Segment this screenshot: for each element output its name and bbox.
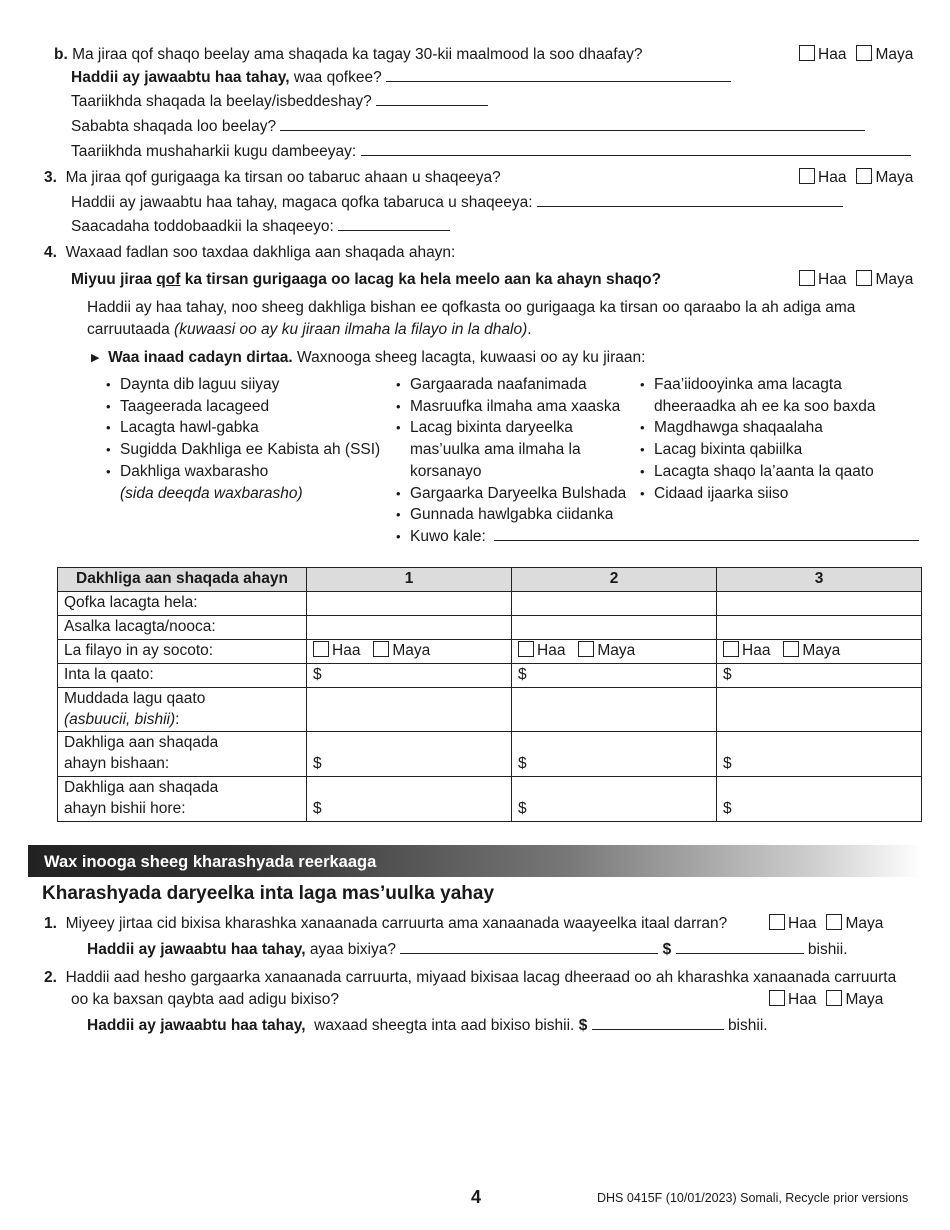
exp-q1-question: 1. Miyeey jirtaa cid bixisa kharashka xanaanada carruurta ama xanaanada waayeelka itaal darran?	[44, 915, 728, 932]
table-row	[58, 687, 922, 732]
no-checkbox[interactable]	[783, 641, 799, 657]
exp-q2-yes-checkbox[interactable]	[769, 990, 785, 1006]
table-cell-input[interactable]	[717, 615, 922, 639]
table-row	[58, 615, 922, 639]
list-item: • Gunnada hawlgabka ciidanka	[396, 504, 919, 526]
list-item: • Gargaarada naafanimada	[396, 374, 919, 396]
table-row	[58, 732, 922, 777]
table-header-row	[58, 568, 922, 592]
other-income-field[interactable]	[494, 527, 919, 541]
q4-yes-no: Haa Maya	[799, 270, 913, 291]
exp-q2-amount-field[interactable]	[592, 1016, 724, 1030]
q2b-who-field[interactable]	[386, 68, 731, 82]
list-item: • Lacagta shaqo la’aanta la qaato	[640, 461, 875, 483]
table-header: Dakhliga aan shaqada ahayn	[58, 568, 307, 592]
exp-q2-yes-no: Haa Maya	[769, 990, 883, 1011]
q4-question: Miyuu jiraa qof ka tirsan gurigaaga oo lacag ka hela meelo aan ka ahayn shaqo?	[71, 271, 662, 288]
column-header: 2	[512, 568, 717, 592]
q2b-yes-checkbox[interactable]	[799, 45, 815, 61]
table-cell-input[interactable]	[307, 687, 512, 732]
yes-checkbox[interactable]	[723, 641, 739, 657]
amount-cell[interactable]: $	[512, 663, 717, 687]
q4-intro: 4. Waxaad fadlan soo taxdaa dakhliga aan shaqada ahayn:	[44, 244, 456, 261]
q3-yes-checkbox[interactable]	[799, 168, 815, 184]
income-types-col3	[640, 374, 875, 504]
triangle-right-icon: ▶	[91, 352, 100, 364]
q2b-last-pay-field[interactable]	[361, 142, 911, 156]
table-cell-input[interactable]	[512, 615, 717, 639]
table-cell-input[interactable]	[307, 591, 512, 615]
q2b-date-lost: Taariikhda shaqada la beelay/isbeddeshay?	[71, 92, 488, 113]
q2b-question: b. Ma jiraa qof shaqo beelay ama shaqada ka tagay 30-kii maalmood la soo dhaafay?	[54, 46, 643, 63]
exp-q1-if-yes: Haddii ay jawaabtu haa tahay, ayaa bixiya? $ bishii.	[87, 941, 848, 958]
list-item-other: • Kuwo kale:	[396, 526, 919, 548]
list-item: • Taageerada lacageed	[106, 396, 380, 418]
list-item: • Daynta dib laguu siiyay	[106, 374, 380, 396]
yes-no-cell: Haa Maya	[512, 639, 717, 663]
table-row	[58, 639, 922, 663]
exp-q1-no-checkbox[interactable]	[826, 914, 842, 930]
q3-name-field[interactable]	[537, 193, 843, 207]
list-item-note: (sida deeqda waxbarasho)	[120, 484, 303, 502]
section-subheading: Kharashyada daryeelka inta laga mas’uulka yahay	[42, 883, 495, 904]
row-label: Asalka lacagta/nooca:	[58, 615, 307, 639]
row-label: Dakhliga aan shaqada ahayn bishaan:	[58, 732, 307, 777]
no-checkbox[interactable]	[373, 641, 389, 657]
list-item: korsanayo	[410, 462, 482, 480]
list-item: dheeraadka ah ee ka soo baxda	[654, 397, 876, 415]
list-item: • Lacag bixinta daryeelka	[396, 417, 919, 439]
list-item: • Sugidda Dakhliga ee Kabista ah (SSI)	[106, 439, 380, 461]
no-checkbox[interactable]	[578, 641, 594, 657]
list-item: • Dakhliga waxbarasho	[106, 461, 380, 483]
row-label: La filayo in ay socoto:	[58, 639, 307, 663]
list-item: • Lacagta hawl-gabka	[106, 417, 380, 439]
row-label: Muddada lagu qaato (asbuucii, bishii):	[58, 687, 307, 732]
amount-cell[interactable]: $	[717, 663, 922, 687]
q2b-marker: b.	[54, 46, 68, 63]
list-item: • Masruufka ilmaha ama xaaska	[396, 396, 919, 418]
q3-question: 3. Ma jiraa qof gurigaaga ka tirsan oo tabaruc ahaan u shaqeeya?	[44, 169, 501, 186]
q4-yes-checkbox[interactable]	[799, 270, 815, 286]
yes-no-cell: Haa Maya	[307, 639, 512, 663]
q3-no-checkbox[interactable]	[856, 168, 872, 184]
q4-instructions-line2: carruutaada (kuwaasi oo ay ku jiraan ilmaha la filayo in la dhalo).	[87, 321, 532, 338]
q2b-date-field[interactable]	[376, 92, 488, 106]
exp-q1-yes-checkbox[interactable]	[769, 914, 785, 930]
list-item: • Gargaarka Daryeelka Bulshada	[396, 483, 919, 505]
table-cell-input[interactable]	[717, 687, 922, 732]
column-header: 1	[307, 568, 512, 592]
amount-cell[interactable]: $	[307, 663, 512, 687]
list-item: • Lacag bixinta qabiilka	[640, 439, 875, 461]
q2b-reason: Sababta shaqada loo beelay?	[71, 117, 865, 138]
q3-yes-no: Haa Maya	[799, 168, 913, 189]
q4-no-checkbox[interactable]	[856, 270, 872, 286]
q2b-if-yes: Haddii ay jawaabtu haa tahay, waa qofkee?	[71, 68, 731, 89]
non-work-income-table	[57, 567, 922, 822]
list-item: • Cidaad ijaarka siiso	[640, 483, 875, 505]
amount-cell[interactable]: $	[512, 732, 717, 777]
exp-q1-yes-no: Haa Maya	[769, 914, 883, 935]
q4-proof-tip: ▶ Waa inaad cadayn dirtaa. Waxnooga sheeg lacagta, kuwaasi oo ay ku jiraan:	[91, 349, 646, 366]
q4-instructions-line1: Haddii ay haa tahay, noo sheeg dakhliga bishan ee qofkasta oo gurigaaga ka tirsan oo qaraabo la ah adiga ama	[87, 299, 856, 316]
q2b-last-pay: Taariikhda mushaharkii kugu dambeeyay:	[71, 142, 911, 163]
table-row	[58, 663, 922, 687]
amount-cell[interactable]: $	[717, 732, 922, 777]
form-id: DHS 0415F (10/01/2023) Somali, Recycle prior versions	[597, 1191, 909, 1205]
section-banner: Wax inooga sheeg kharashyada reerkaaga	[28, 845, 923, 877]
exp-q2-if-yes: Haddii ay jawaabtu haa tahay, waxaad sheegta inta aad bixiso bishii. $ bishii.	[87, 1017, 768, 1034]
amount-cell[interactable]: $	[512, 777, 717, 822]
q3-hours-field[interactable]	[338, 217, 450, 231]
table-cell-input[interactable]	[512, 591, 717, 615]
exp-q2-no-checkbox[interactable]	[826, 990, 842, 1006]
q3-volunteer-name: Haddii ay jawaabtu haa tahay, magaca qofka tabaruca u shaqeeya:	[71, 193, 843, 214]
list-item: • Faa’iidooyinka ama lacagta	[640, 374, 875, 396]
q2b-yes-no: Haa Maya	[799, 45, 913, 66]
row-label: Dakhliga aan shaqada ahayn bishii hore:	[58, 777, 307, 822]
amount-cell[interactable]: $	[717, 777, 922, 822]
yes-checkbox[interactable]	[518, 641, 534, 657]
column-header: 3	[717, 568, 922, 592]
table-cell-input[interactable]	[512, 687, 717, 732]
q2b-reason-field[interactable]	[280, 117, 865, 131]
row-label: Qofka lacagta hela:	[58, 591, 307, 615]
list-item: • Magdhawga shaqaalaha	[640, 417, 875, 439]
exp-q2-line1: 2. Haddii aad hesho gargaarka xanaanada carruurta, miyaad bixisaa lacag dheeraad oo ah kharashka xanaanada carruurta	[44, 969, 897, 986]
exp-q1-payer-field[interactable]	[400, 940, 658, 954]
q2b-no-checkbox[interactable]	[856, 45, 872, 61]
table-cell-input[interactable]	[307, 615, 512, 639]
page-number: 4	[471, 1187, 482, 1207]
list-item: mas’uulka ama ilmaha la	[410, 441, 581, 459]
yes-checkbox[interactable]	[313, 641, 329, 657]
amount-cell[interactable]: $	[307, 777, 512, 822]
row-label: Inta la qaato:	[58, 663, 307, 687]
income-types-col1	[106, 374, 380, 504]
exp-q1-amount-field[interactable]	[676, 940, 804, 954]
exp-q2-line2: oo ka baxsan qaybta aad adigu bixiso?	[71, 991, 340, 1008]
yes-no-cell: Haa Maya	[717, 639, 922, 663]
table-cell-input[interactable]	[717, 591, 922, 615]
q3-hours: Saacadaha toddobaadkii la shaqeeyo:	[71, 217, 450, 238]
table-row	[58, 591, 922, 615]
table-row	[58, 777, 922, 822]
amount-cell[interactable]: $	[307, 732, 512, 777]
